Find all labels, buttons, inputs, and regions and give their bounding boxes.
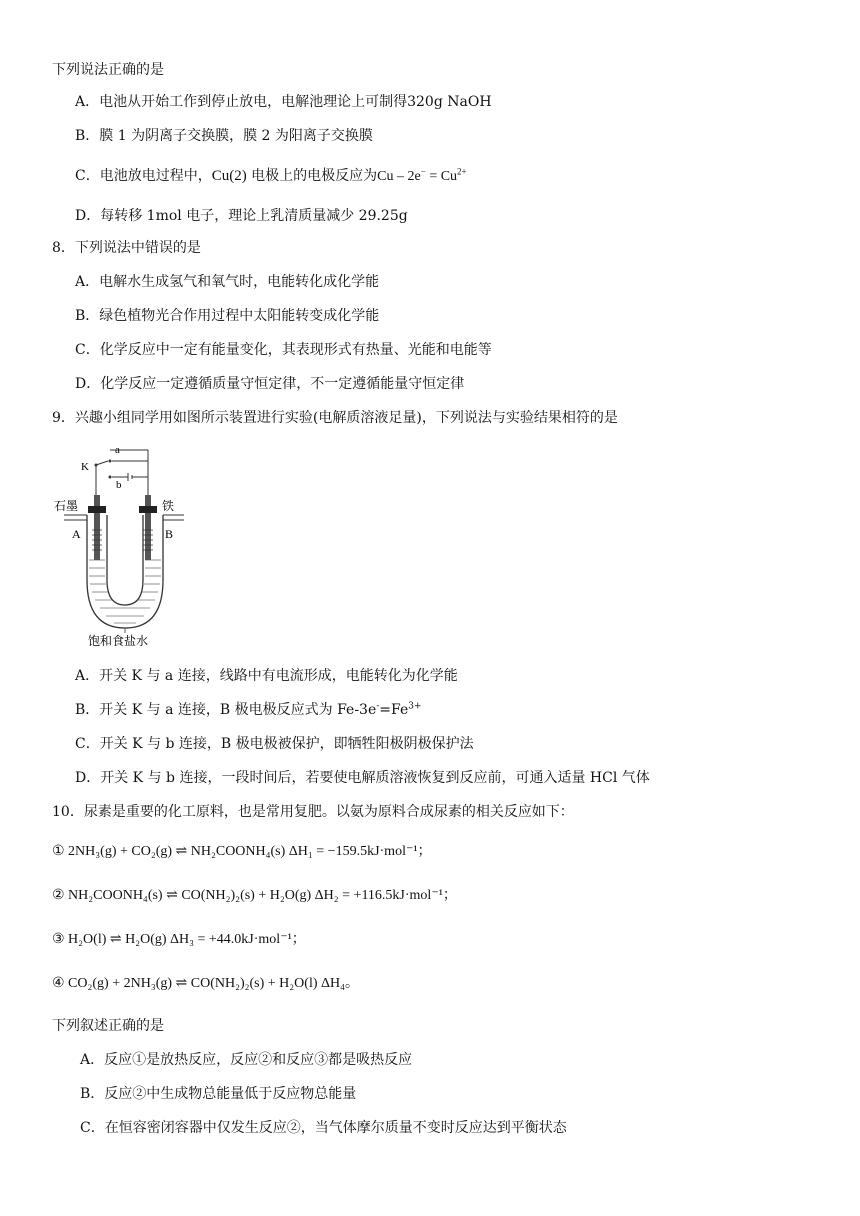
label-b: b: [116, 479, 122, 491]
q7-option-c: [75, 166, 467, 187]
q8-option-c: C．化学反应中一定有能量变化，其表现形式有热量、光能和电能等: [75, 342, 492, 358]
q8-option-d: D．化学反应一定遵循质量守恒定律，不一定遵循能量守恒定律: [75, 376, 465, 392]
q7-option-c-mid: 电极上的电极反应为: [251, 168, 378, 184]
q10-option-c: C．在恒容密闭容器中仅发生反应②，当气体摩尔质量不变时反应达到平衡状态: [80, 1120, 567, 1136]
q9-option-d: D．开关 K 与 b 连接，一段时间后，若要使电解质溶液恢复到反应前，可通入适量 HCl 气体: [75, 770, 650, 786]
q9-option-c: C．开关 K 与 b 连接，B 极电极被保护，即牺牲阳极阴极保护法: [75, 736, 474, 752]
label-k: K: [81, 461, 89, 473]
q8-stem: 8．下列说法中错误的是: [52, 240, 201, 256]
q10-reaction-4: ④ CO₂(g) + 2NH₃(g) ⇌ CO(NH₂)₂(s) + H₂O(l) ΔH₄。: [52, 976, 359, 991]
label-iron: 铁: [162, 499, 175, 513]
q9-option-a: A．开关 K 与 a 连接，线路中有电流形成，电能转化为化学能: [75, 668, 458, 684]
q10-stem: 10．尿素是重要的化工原料，也是常用复肥。以氨为原料合成尿素的相关反应如下：: [52, 804, 574, 820]
q10-reaction-2: ② NH₂COONH₄(s) ⇌ CO(NH₂)₂(s) + H₂O(g) ΔH₂ = +116.5kJ·mol⁻¹；: [52, 888, 457, 903]
q7-option-c-eq: $Cu - 2e^- = Cu^{2+}$: [377, 166, 467, 184]
label-graphite: 石墨: [54, 499, 79, 513]
q10-sub-stem: 下列叙述正确的是: [52, 1018, 164, 1034]
electrolysis-apparatus-figure: [50, 440, 200, 655]
q7-option-d: D．每转移 1mol 电子，理论上乳清质量减少 29.25g: [75, 208, 408, 224]
q7-stem: 下列说法正确的是: [52, 62, 164, 78]
q9-option-b: B．开关 K 与 a 连接，B 极电极反应式为 $Fe-3e^-=Fe^{3+}$: [75, 701, 422, 718]
q8-option-a: A．电解水生成氢气和氧气时，电能转化成化学能: [75, 274, 380, 290]
q10-reaction-3: ③ H₂O(l) ⇌ H₂O(g) ΔH₃ = +44.0kJ·mol⁻¹；: [52, 932, 306, 947]
q7-option-a: A．电池从开始工作到停止放电，电解池理论上可制得320g NaOH: [75, 94, 492, 110]
q7-option-c-cu: Cu(2): [211, 168, 247, 184]
q9-stem: 9．兴趣小组同学用如图所示装置进行实验(电解质溶液足量)，下列说法与实验结果相符的是: [52, 410, 618, 426]
label-solution: 饱和食盐水: [88, 634, 149, 648]
label-a: a: [115, 444, 120, 456]
q7-option-c-pre: C．电池放电过程中，: [75, 168, 212, 184]
label-A: A: [72, 527, 81, 541]
label-B: B: [165, 527, 174, 541]
q7-option-b: B．膜 1 为阴离子交换膜，膜 2 为阳离子交换膜: [75, 128, 373, 144]
q8-option-b: B．绿色植物光合作用过程中太阳能转变成化学能: [75, 308, 380, 324]
q10-option-a: A．反应①是放热反应，反应②和反应③都是吸热反应: [80, 1052, 413, 1068]
q10-reaction-1: ① 2NH₃(g) + CO₂(g) ⇌ NH₂COONH₄(s) ΔH₁ = −159.5kJ·mol⁻¹；: [52, 844, 432, 859]
q10-option-b: B．反应②中生成物总能量低于反应物总能量: [80, 1086, 357, 1102]
